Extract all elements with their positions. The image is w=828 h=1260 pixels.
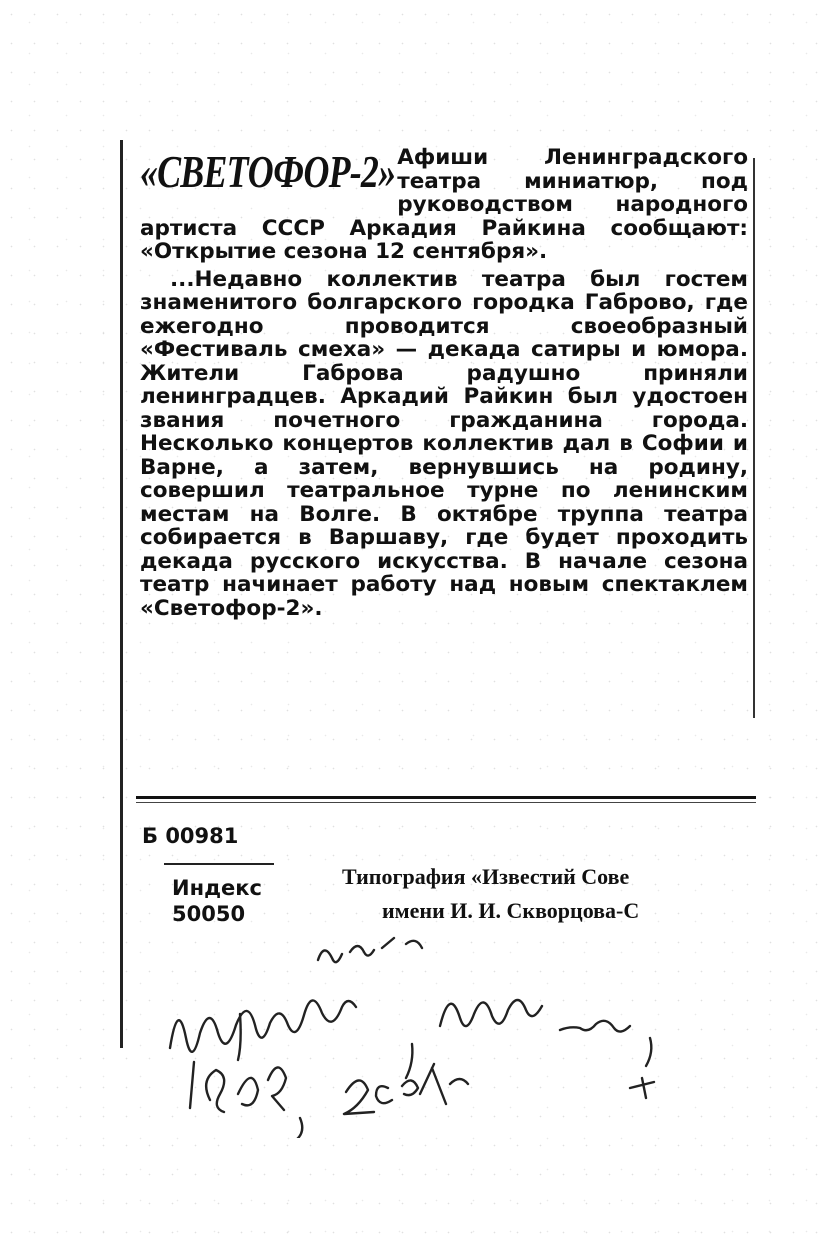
article-paragraph-2: ...Недавно коллектив театра был гостем знаменитого болгарского городка Габрово, где ежегодно проводится своеобразный «Фестиваль смеха» — декада сатиры и юмора. Жители Габрова радушно приняли ленинградцев. Аркадий Райкин был удостоен звания почетного гражданина города. Несколько концертов коллектив дал в Софии и Варне, а затем, вернувшись на родину, совершил театральное турне по ленинским местам на Волге. В октябре труппа театра собирается в Варшаву, где будет проходить декада русского искусства. В начале сезона театр начинает работу над новым спектаклем «Светофор-2». — [140, 266, 748, 621]
article — [140, 146, 748, 620]
imprint-line-1: Типография «Известий Сове — [342, 864, 630, 889]
handwritten-source-note — [150, 918, 730, 1138]
clipping-left-border — [120, 140, 123, 1048]
index-rule — [164, 863, 274, 865]
index-value: 50050 — [172, 902, 246, 926]
article-paragraph-1: Афиши Ленинградского театра миниатюр, под руководством народного артиста СССР Аркадия Райкина сообщают: «Открытие сезона 12 сентября». — [140, 145, 748, 264]
footer-separator-thin — [136, 802, 756, 803]
print-code: Б 00981 — [142, 824, 239, 848]
clipping-right-border — [753, 158, 755, 718]
index-label: Индекс — [172, 876, 262, 900]
imprint-line-2: имени И. И. Скворцова-С — [382, 898, 640, 923]
handwritten-source-note-image — [150, 918, 730, 1138]
footer-separator-thick — [136, 796, 756, 799]
article-headline: «СВЕТОФОР-2» — [140, 146, 396, 197]
article-body — [140, 146, 748, 620]
